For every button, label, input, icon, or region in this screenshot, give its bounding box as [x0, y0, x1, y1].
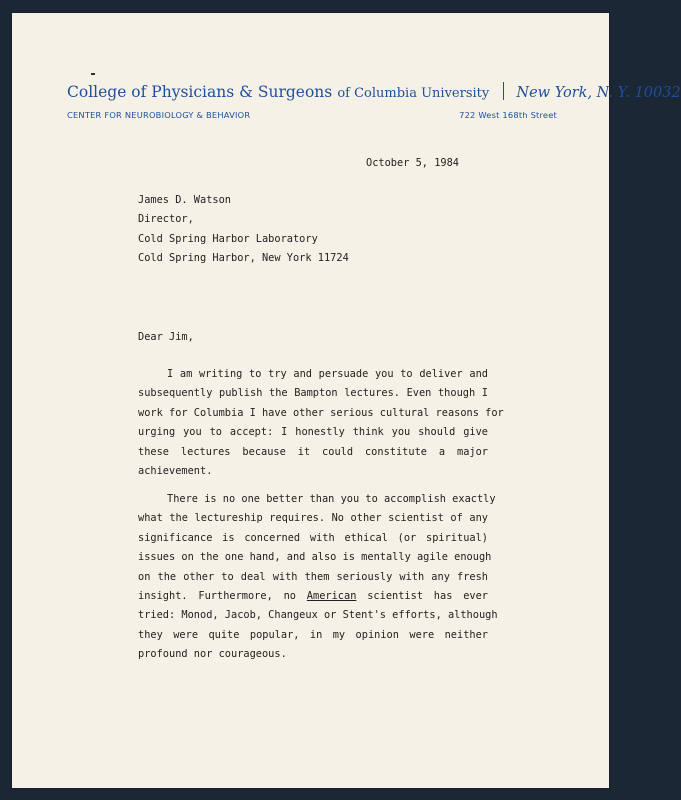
text-line: significance is concerned with ethical (or spiritual) — [138, 531, 488, 544]
text-line: urging you to accept: I honestly think you should give — [138, 426, 488, 439]
street-address: 722 West 168th Street — [459, 110, 557, 120]
university-name: of Columbia University — [337, 86, 490, 101]
institution-name: College of Physicians & Surgeons — [67, 83, 333, 101]
recipient-org: Cold Spring Harbor Laboratory — [138, 232, 318, 245]
text-line: they were quite popular, in my opinion were neither — [138, 628, 488, 641]
salutation: Dear Jim, — [138, 331, 194, 343]
text-line: issues on the one hand, and also is mentally agile enough — [138, 551, 492, 564]
underlined-word: American — [306, 590, 357, 603]
text-line: profound nor courageous. — [138, 648, 287, 661]
paragraph-2 — [138, 490, 498, 665]
text-line: subsequently publish the Bampton lectures. Even though I — [138, 387, 488, 400]
text-line: tried: Monod, Jacob, Changeux or Stent's efforts, although — [138, 609, 498, 622]
letterhead-main — [67, 82, 681, 101]
letterhead-sub — [67, 110, 557, 120]
text-line: insight. Furthermore, no American scientist has ever — [138, 590, 489, 603]
recipient-title: Director, — [138, 213, 194, 226]
text-line: I am writing to try and persuade you to deliver and — [167, 368, 488, 380]
text-line: achievement. — [138, 465, 213, 478]
letter-date: October 5, 1984 — [366, 157, 459, 169]
recipient-location: Cold Spring Harbor, New York 11724 — [138, 252, 349, 265]
text-line: what the lectureship requires. No other scientist of any — [138, 512, 488, 525]
recipient-address — [138, 191, 349, 269]
paragraph-1 — [138, 365, 504, 481]
letterhead-city: New York, N. Y. 10032 — [516, 85, 681, 101]
letterhead-divider — [503, 82, 504, 100]
text-line: There is no one better than you to accomplish exactly — [167, 493, 496, 505]
recipient-name: James D. Watson — [138, 194, 231, 206]
text-line: these lectures because it could constitute a major — [138, 445, 488, 458]
ink-mark — [91, 73, 95, 75]
department-name: CENTER FOR NEUROBIOLOGY & BEHAVIOR — [67, 110, 251, 120]
text-line: work for Columbia I have other serious cultural reasons for — [138, 406, 504, 419]
text-line: on the other to deal with them seriously with any fresh — [138, 570, 488, 583]
